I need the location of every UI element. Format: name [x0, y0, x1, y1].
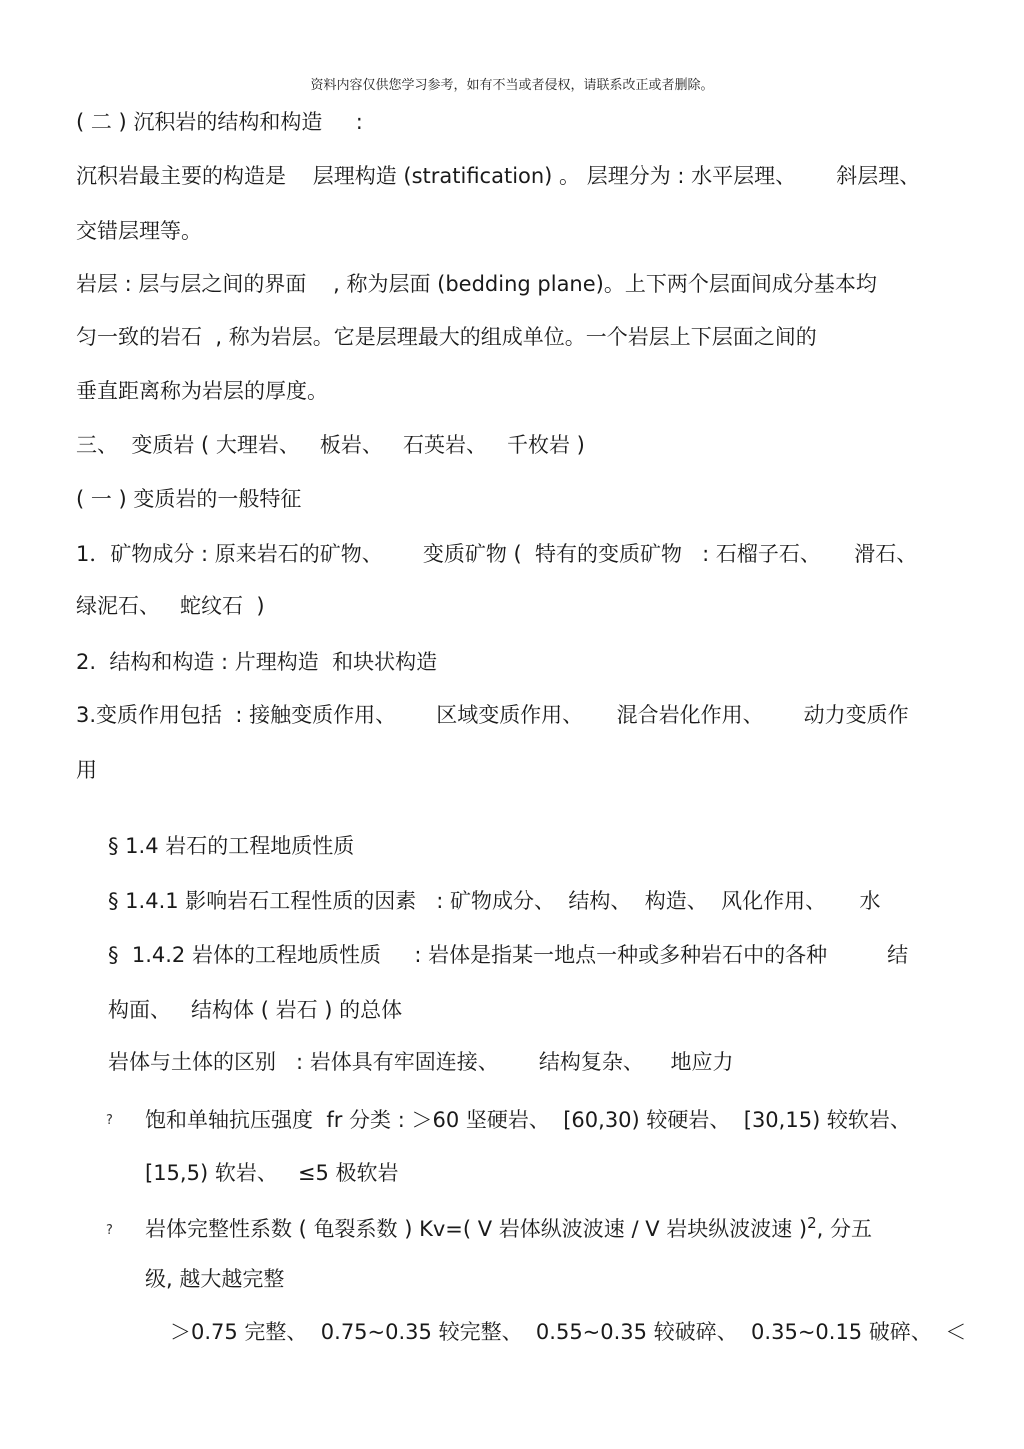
section-heading-1-4-2: § 1.4.2 岩体的工程地质性质 : 岩体是指某一地点一种或多种岩石中的各种 结	[108, 943, 909, 967]
paragraph-line: 匀一致的岩石 , 称为岩层。它是层理最大的组成单位。一个岩层上下层面之间的	[76, 325, 817, 349]
bullet-marker: ?	[106, 1223, 113, 1238]
paragraph-line: 岩层 : 层与层之间的界面 , 称为层面 (bedding plane)。上下两个层面间成分基本均	[76, 272, 877, 296]
paragraph-line: 级, 越大越完整	[145, 1267, 285, 1291]
paragraph-line: 绿泥石、 蛇纹石 )	[76, 594, 265, 618]
section-heading-sedimentary-structure: ( 二 ) 沉积岩的结构和构造 :	[76, 110, 363, 134]
subsection-heading: ( 一 ) 变质岩的一般特征	[76, 487, 302, 511]
paragraph-line: 用	[76, 758, 97, 782]
section-heading-metamorphic: 三、 变质岩 ( 大理岩、 板岩、 石英岩、 千枚岩 )	[76, 433, 585, 457]
paragraph-line: ＞0.75 完整、 0.75~0.35 较完整、 0.55~0.35 较破碎、 0.35~0.15 破碎、 ＜	[170, 1320, 967, 1344]
paragraph-line: 2. 结构和构造 : 片理构造 和块状构造	[76, 650, 438, 674]
paragraph-line: 饱和单轴抗压强度 fr 分类 : ＞60 坚硬岩、 [60,30) 较硬岩、 [30,15) 较软岩、	[145, 1108, 911, 1132]
paragraph-line: 3.变质作用包括 : 接触变质作用、 区域变质作用、 混合岩化作用、 动力变质作	[76, 703, 909, 727]
section-heading-1-4-1: § 1.4.1 影响岩石工程性质的因素 : 矿物成分、 结构、 构造、 风化作用、 水	[108, 889, 881, 913]
section-heading-1-4: § 1.4 岩石的工程地质性质	[108, 834, 355, 858]
paragraph-line: [15,5) 软岩、 ≤5 极软岩	[145, 1161, 399, 1185]
paragraph-line: 垂直距离称为岩层的厚度。	[76, 379, 328, 403]
paragraph-line	[145, 1215, 872, 1243]
paragraph-line: 沉积岩最主要的构造是 层理构造 (stratification) 。 层理分为 : 水平层理、 斜层理、	[76, 164, 921, 188]
text-segment: 岩体完整性系数 ( 龟裂系数 ) Kv=( V 岩体纵波波速 / V 岩块纵波波速 )	[145, 1217, 808, 1241]
header-note: 资料内容仅供您学习参考，如有不当或者侵权，请联系改正或者删除。	[310, 78, 714, 93]
bullet-marker: ?	[106, 1113, 113, 1128]
paragraph-line: 岩体与土体的区别 : 岩体具有牢固连接、 结构复杂、 地应力	[108, 1050, 734, 1074]
paragraph-line: 1．矿物成分 : 原来岩石的矿物、 变质矿物 ( 特有的变质矿物 : 石榴子石、 滑石、	[76, 542, 918, 566]
paragraph-line: 构面、 结构体 ( 岩石 ) 的总体	[108, 998, 403, 1022]
superscript-exponent: 2	[807, 1214, 817, 1232]
paragraph-line: 交错层理等。	[76, 219, 202, 243]
text-segment: , 分五	[816, 1217, 873, 1241]
